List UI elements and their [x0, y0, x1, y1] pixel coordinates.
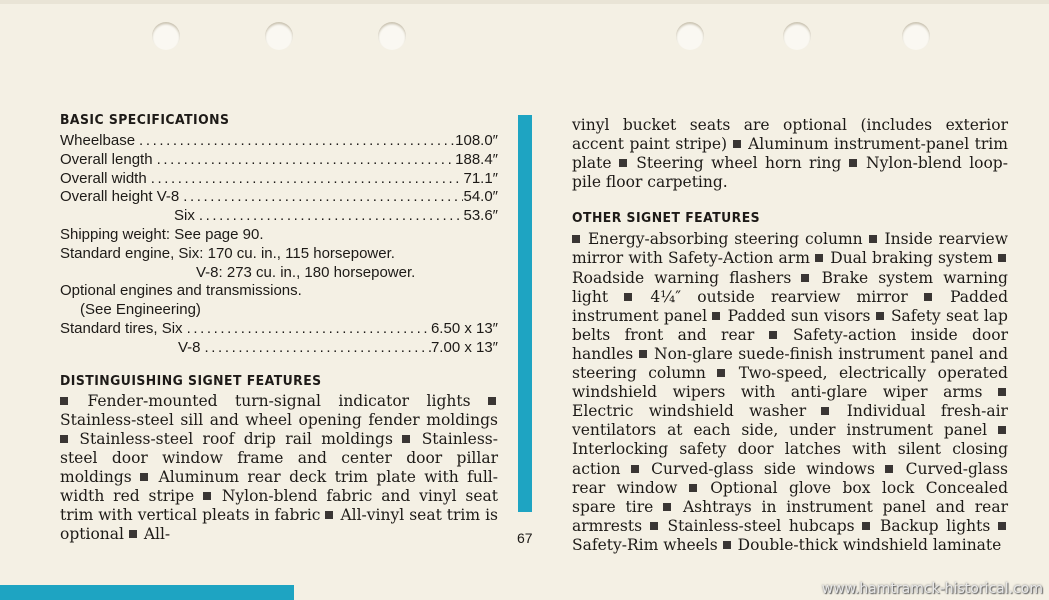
leader-dots [179, 188, 463, 207]
spec-row-overall-height-six [60, 207, 498, 226]
feature-item: Aluminum instrument-panel trim plate [572, 135, 1008, 173]
square-bullet-icon [689, 484, 697, 492]
square-bullet-icon [998, 254, 1006, 262]
feature-item: All-vinyl seat trim is optional [60, 506, 498, 544]
watermark: www.hamtramck-historical.com [821, 581, 1043, 597]
binder-hole [676, 22, 704, 50]
leader-dots [135, 132, 455, 151]
other-features-text [572, 230, 1008, 555]
square-bullet-icon [129, 530, 137, 538]
spec-row-wheelbase [60, 132, 498, 151]
square-bullet-icon [815, 254, 823, 262]
square-bullet-icon [488, 397, 496, 405]
spec-label: Overall width [60, 169, 147, 187]
square-bullet-icon [869, 235, 877, 243]
feature-item: Brake system warning light [572, 268, 1008, 306]
standard-engine-v8-line: V-8: 273 cu. in., 180 horsepower. [196, 263, 416, 281]
square-bullet-icon [619, 159, 627, 167]
feature-item: Aluminum rear deck trim plate with full-width red stripe [60, 467, 498, 506]
square-bullet-icon [885, 465, 893, 473]
feature-item: Electric windshield washer [572, 402, 807, 421]
spec-label: Overall height V-8 [60, 188, 180, 206]
feature-item: Double-thick windshield laminate [737, 535, 1002, 554]
feature-item: Safety seat lap belts front and rear [572, 306, 1008, 344]
spec-row-overall-height-v8 [60, 188, 498, 207]
spec-value: 53.6″ [463, 207, 498, 225]
square-bullet-icon [624, 293, 632, 301]
page-number: 67 [517, 530, 533, 546]
square-bullet-icon [733, 140, 741, 148]
square-bullet-icon [717, 369, 725, 377]
square-bullet-icon [639, 350, 647, 358]
spec-label: Six [174, 207, 195, 225]
spec-value: 108.0″ [455, 132, 498, 149]
other-features-heading: OTHER SIGNET FEATURES [572, 210, 761, 227]
spec-value: 188.4″ [455, 150, 498, 168]
square-bullet-icon [325, 511, 333, 519]
feature-item: Energy-absorbing steering column [587, 230, 863, 249]
square-bullet-icon [712, 312, 720, 320]
feature-item: Curved-glass rear window [572, 459, 1009, 497]
spec-label: V-8 [178, 338, 201, 356]
feature-item: Nylon-blend fabric and vinyl seat trim with vertical pleats in fabric [60, 487, 498, 525]
binder-hole [265, 22, 293, 50]
binder-hole [152, 22, 180, 50]
feature-item: Curved-glass side windows [651, 459, 875, 478]
leader-dots [183, 320, 431, 339]
leader-dots [201, 339, 431, 358]
square-bullet-icon [663, 503, 671, 511]
feature-item: Stainless-steel sill and wheel opening fender moldings [60, 410, 498, 429]
feature-item: Dual braking system [830, 249, 993, 268]
binder-hole [378, 22, 406, 50]
shipping-weight-line: Shipping weight: See page 90. [60, 225, 264, 243]
square-bullet-icon [924, 293, 932, 301]
leader-dots [147, 170, 464, 189]
square-bullet-icon [203, 492, 211, 500]
square-bullet-icon [998, 522, 1006, 530]
feature-item: Padded sun visors [727, 306, 871, 325]
distinguishing-features-text: Fender-mounted turn-signal indicator lights Stainless-steel sill and wheel opening fender moldings Stainless-steel roof drip rail moldings Stainless-steel door window frame and center door pillar moldings Aluminum rear deck trim plate with full-width red stripe Nylon-blend fabric and vinyl seat trim with vertical pleats in fabric All-vinyl seat trim is optional All- [60, 391, 498, 544]
spec-row-overall-length [60, 151, 498, 170]
basic-specifications-heading: BASIC SPECIFICATIONS [60, 112, 230, 128]
spec-row-tires-six [60, 320, 498, 339]
spec-label: Standard tires, Six [60, 319, 183, 337]
see-engineering-line: (See Engineering) [80, 301, 201, 319]
feature-item: Concealed spare tire [572, 478, 1009, 516]
spec-value: 6.50 x 13″ [430, 319, 498, 337]
square-bullet-icon [631, 465, 639, 473]
square-bullet-icon [821, 407, 829, 415]
square-bullet-icon [140, 473, 148, 481]
square-bullet-icon [572, 235, 580, 243]
optional-engines-line: Optional engines and transmissions. [60, 282, 302, 300]
feature-item: 4¼″ outside rearview mirror [650, 287, 908, 306]
square-bullet-icon [650, 522, 658, 530]
feature-item-continued: vinyl bucket seats are optional (includes exterior accent paint stripe) [572, 116, 1008, 154]
spec-row-tires-v8 [60, 339, 498, 358]
bottom-accent-bar [0, 585, 294, 600]
column-divider-bar [518, 115, 532, 512]
square-bullet-icon [862, 522, 870, 530]
feature-item: Stainless-steel roof drip rail moldings [79, 429, 393, 448]
feature-item: Two-speed, electrically operated windshield wipers with anti-glare wiper arms [572, 364, 1008, 402]
square-bullet-icon [801, 274, 809, 282]
square-bullet-icon [769, 331, 777, 339]
spec-value: 7.00 x 13″ [430, 338, 498, 356]
distinguishing-features-continued [572, 116, 1008, 192]
page-top-edge [0, 0, 1049, 4]
feature-item: Safety-Rim wheels [572, 535, 718, 554]
right-column [572, 116, 1008, 555]
square-bullet-icon [402, 435, 410, 443]
spec-value: 54.0″ [463, 188, 498, 206]
feature-item: Padded instrument panel [572, 287, 1008, 325]
feature-item: Optional glove box lock [710, 478, 915, 497]
square-bullet-icon [998, 388, 1006, 396]
feature-item: Individual fresh-air ventilators at each side, under instrument panel [572, 402, 1008, 440]
feature-item: Safety-action inside door handles [572, 325, 1008, 363]
square-bullet-icon [998, 426, 1006, 434]
spec-label: Overall length [60, 150, 153, 168]
square-bullet-icon [60, 435, 68, 443]
feature-item: Roadside warning flashers [572, 268, 792, 287]
feature-item: Stainless-steel hubcaps [667, 516, 855, 535]
spec-label: Wheelbase [60, 132, 136, 149]
spec-value: 71.1″ [463, 169, 498, 187]
feature-item: Inside rearview mirror with Safety-Action arm [572, 230, 1008, 268]
feature-item: Interlocking safety door latches with silent closing action [572, 440, 1008, 478]
leader-dots [153, 151, 456, 170]
feature-item: Ashtrays in instrument panel and rear armrests [572, 497, 1008, 535]
feature-item: Fender-mounted turn-signal indicator lights [87, 391, 471, 410]
distinguishing-features-heading: DISTINGUISHING SIGNET FEATURES [60, 372, 322, 389]
specifications-block [60, 132, 498, 358]
feature-item: Steering wheel horn ring [636, 154, 842, 173]
square-bullet-icon [876, 312, 884, 320]
square-bullet-icon [849, 159, 857, 167]
standard-engine-six-line: Standard engine, Six: 170 cu. in., 115 horsepower. [60, 244, 395, 262]
binder-hole [783, 22, 811, 50]
feature-item: Stainless-steel door window frame and center door pillar moldings [60, 429, 498, 486]
feature-item: Backup lights [880, 516, 991, 535]
feature-item: Nylon-blend loop-pile floor carpeting. [572, 154, 1008, 192]
feature-item: Non-glare suede-finish instrument panel and steering column [572, 344, 1009, 383]
binder-hole [902, 22, 930, 50]
square-bullet-icon [60, 397, 68, 405]
square-bullet-icon [723, 541, 731, 549]
left-column [60, 112, 498, 544]
leader-dots [195, 207, 464, 226]
spec-row-overall-width [60, 170, 498, 189]
